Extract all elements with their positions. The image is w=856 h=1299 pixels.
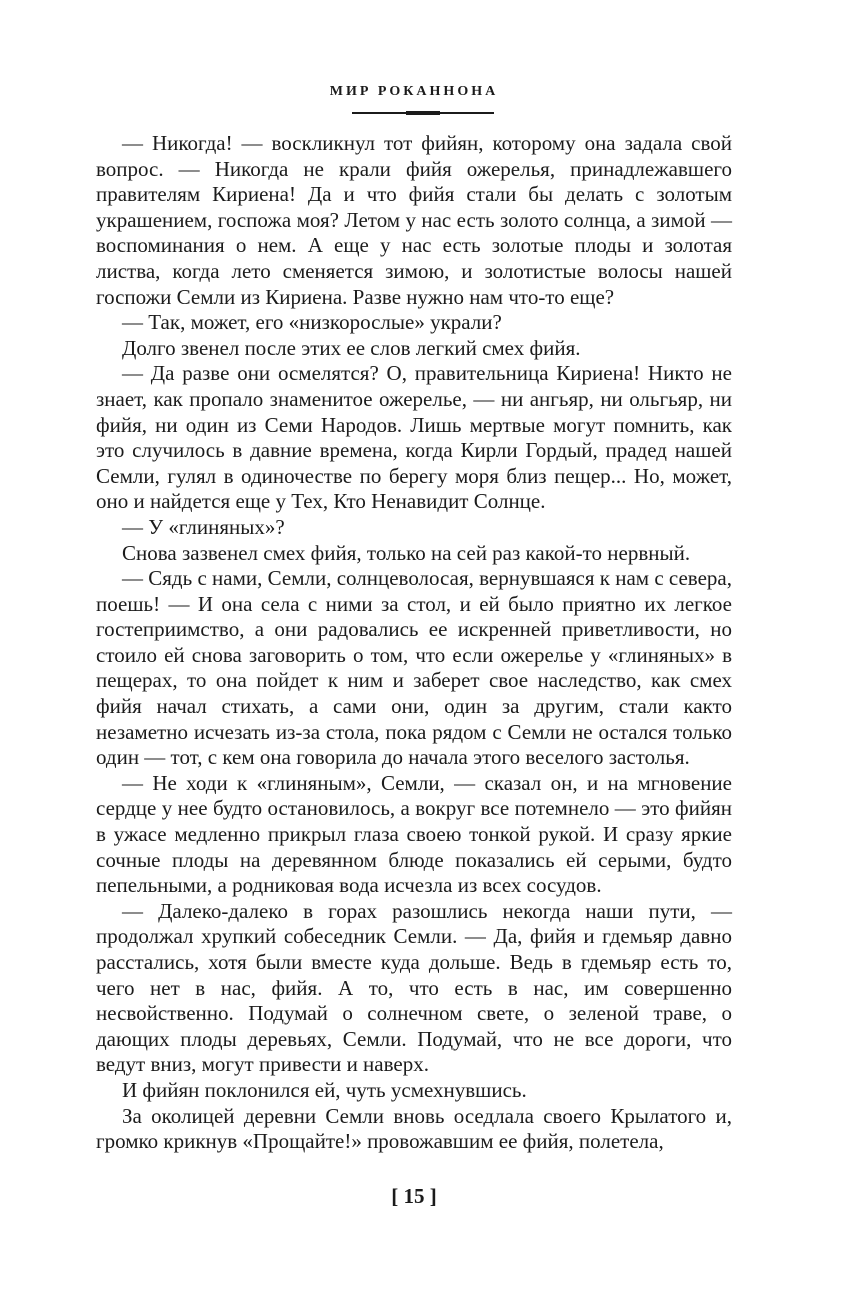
paragraph: За околицей деревни Семли вновь оседлала своего Крылатого и, громко крикнув «Прощайте!» провожавшим ее фийя, полетела, — [96, 1103, 732, 1154]
paragraph: — Да разве они осмелятся? О, правительница Кириена! Никто не знает, как пропало знаменитое ожерелье, — ни ангьяр, ни ольгьяр, ни фийя, ни один из Семи Народов. Лишь мертвые могут помнить, как это случилось в давние времена, когда Кирли Гордый, прадед нашей Семли, гулял в одиночестве по берегу моря близ пещер... Но, может, оно и найдется еще у Тех, Кто Ненавидит Солнце. — [96, 361, 732, 514]
paragraph: Долго звенел после этих ее слов легкий смех фийя. — [122, 335, 581, 360]
page-number: [ 15 ] — [391, 1184, 437, 1208]
paragraph: — Так, может, его «низкорослые» украли? — [122, 310, 502, 335]
paragraph: И фийян поклонился ей, чуть усмехнувшись. — [122, 1077, 527, 1102]
running-title: МИР РОКАННОНА — [329, 84, 499, 99]
paragraph: — Не ходи к «глиняным», Семли, — сказал он, и на мгновение сердце у нее будто остановилось, а вокруг все потемнело — это фийян в ужасе медленно прикрыл глаза своею тонкой рукой. И сразу яркие сочные плоды на деревянном блюде показались ей серыми, будто пепельными, а родниковая вода исчезла из всех сосудов. — [96, 770, 732, 898]
paragraph: — Никогда! — воскликнул тот фийян, которому она задала свой вопрос. — Никогда не крали фийя ожерелья, принадлежавшего правителям Кириена! Да и что фийя стали бы делать с золотым украшением, госпожа моя? Летом у нас есть золото солнца, а зимой — воспоминания о нем. А еще у нас есть золотые плоды и золотая листва, когда лето сменяется зимою, и золотистые волосы нашей госпожи Семли из Кириена. Разве нужно нам что-то еще? — [96, 131, 732, 309]
paragraph: — Сядь с нами, Семли, солнцеволосая, вернувшаяся к нам с севера, поешь! — И она села с ними за стол, и ей было приятно их легкое гостеприимство, а они радовались ее искренней приветливости, но стоило ей снова заговорить о том, что если ожерелье у «глиняных» в пещерах, то она пойдет к ним и заберет свое наследство, как смех фийя начал стихать, а сами они, один за другим, стали както незаметно исчезать из-за стола, пока рядом с Семли не остался только один — тот, с кем она говорила до начала этого веселого застолья. — [96, 566, 732, 770]
paragraph: — У «глиняных»? — [122, 514, 285, 539]
header-rule — [352, 112, 494, 114]
body-text — [96, 131, 732, 1155]
paragraph: — Далеко-далеко в горах разошлись некогда наши пути, — продолжал хрупкий собеседник Семли. — Да, фийя и гдемьяр давно расстались, хотя были вместе куда дольше. Ведь в гдемьяр есть то, чего нет в нас, фийя. А то, что есть в нас, им совершенно несвойственно. Подумай о солнечном свете, о зеленой траве, о дающих плоды деревьях, Семли. Подумай, что не все дороги, что ведут вниз, могут привести и наверх. — [96, 898, 732, 1077]
paragraph: Снова зазвенел смех фийя, только на сей раз какой-то нервный. — [122, 540, 691, 565]
